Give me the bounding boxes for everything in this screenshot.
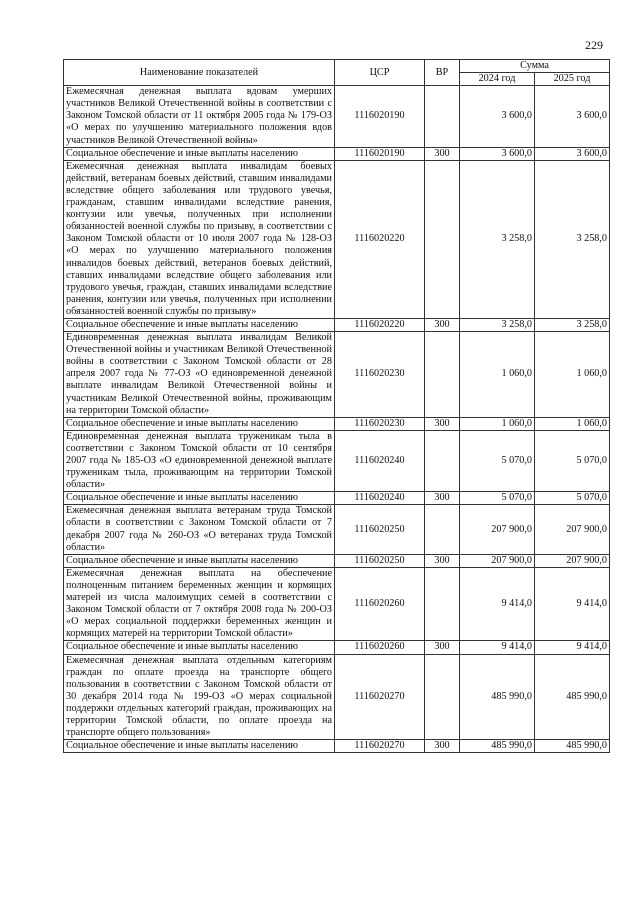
row-2025-cell: 207 900,0 [535,505,610,554]
table-row [64,86,610,147]
row-csr-cell: 1116020190 [335,86,425,147]
row-2024-cell: 3 600,0 [460,147,535,160]
row-2025-cell: 485 990,0 [535,740,610,753]
row-csr-cell: 1116020220 [335,318,425,331]
row-name-cell: Ежемесячная денежная выплата отдельным категориям граждан по оплате проезда на транспорте общего пользования в соответствии с Законом Томской области от 30 декабря 2014 года № 199-ОЗ «О мерах социальной поддержки отдельных категорий граждан, проживающих на территории Томской области, по оплате проезда на транспорте общего пользования» [64,654,335,740]
row-csr-cell: 1116020240 [335,430,425,491]
row-name-cell: Ежемесячная денежная выплата вдовам умерших участников Великой Отечественной войны в соответствии с Законом Томской области от 11 октября 2005 года № 179-ОЗ «О мерах по улучшению материального положения вдов участников Великой Отечественной войны» [64,86,335,147]
row-vr-cell: 300 [425,492,460,505]
table-row [64,160,610,318]
header-year-2024: 2024 год [460,73,535,86]
row-2024-cell: 485 990,0 [460,740,535,753]
row-2024-cell: 1 060,0 [460,417,535,430]
budget-table [63,59,610,753]
row-2025-cell: 3 258,0 [535,318,610,331]
row-2024-cell: 3 258,0 [460,318,535,331]
table-row [64,147,610,160]
table-row [64,740,610,753]
row-vr-cell: 300 [425,147,460,160]
row-vr-cell: 300 [425,417,460,430]
table-row [64,417,610,430]
row-csr-cell: 1116020250 [335,554,425,567]
row-vr-cell: 300 [425,740,460,753]
row-csr-cell: 1116020240 [335,492,425,505]
row-2025-cell: 207 900,0 [535,554,610,567]
row-2024-cell: 207 900,0 [460,505,535,554]
row-name-cell: Социальное обеспечение и иные выплаты населению [64,417,335,430]
row-csr-cell: 1116020250 [335,505,425,554]
row-csr-cell: 1116020270 [335,654,425,740]
row-name-cell: Социальное обеспечение и иные выплаты населению [64,492,335,505]
row-2025-cell: 5 070,0 [535,430,610,491]
row-vr-cell [425,86,460,147]
table-row [64,332,610,418]
row-name-cell: Социальное обеспечение и иные выплаты населению [64,641,335,654]
row-vr-cell [425,332,460,418]
row-vr-cell: 300 [425,554,460,567]
row-vr-cell: 300 [425,318,460,331]
row-2025-cell: 3 600,0 [535,147,610,160]
row-vr-cell [425,160,460,318]
row-name-cell: Социальное обеспечение и иные выплаты населению [64,147,335,160]
row-csr-cell: 1116020190 [335,147,425,160]
row-2024-cell: 207 900,0 [460,554,535,567]
header-csr: ЦСР [335,60,425,86]
header-name: Наименование показателей [64,60,335,86]
row-csr-cell: 1116020230 [335,417,425,430]
table-row [64,492,610,505]
table-row [64,318,610,331]
row-2025-cell: 9 414,0 [535,641,610,654]
table-row [64,505,610,554]
row-name-cell: Ежемесячная денежная выплата ветеранам труда Томской области в соответствии с Законом Томской области от 7 декабря 2007 года № 260-ОЗ «О ветеранах труда Томской области» [64,505,335,554]
table-row [64,567,610,641]
row-name-cell: Единовременная денежная выплата инвалидам Великой Отечественной войны и участникам Великой Отечественной войны в соответствии с Законом Томской области от 28 апреля 2007 года № 77-ОЗ «О единовременной денежной выплате инвалидам Великой Отечественной войны и участникам Великой Отечественной войны, проживающим на территории Томской области» [64,332,335,418]
row-vr-cell [425,567,460,641]
row-2024-cell: 485 990,0 [460,654,535,740]
table-row [64,641,610,654]
row-2024-cell: 5 070,0 [460,492,535,505]
row-vr-cell: 300 [425,641,460,654]
row-2025-cell: 1 060,0 [535,417,610,430]
row-name-cell: Ежемесячная денежная выплата инвалидам боевых действий, ветеранам боевых действий, ставшим инвалидами вследствие общего заболевания или трудового увечья, гражданам, ставшим инвалидами вследствие ранения, контузии или увечья, полученных при исполнении обязанностей военной службы по призыву, в соответствии с Законом Томской области от 10 июля 2007 года № 128-ОЗ «О мерах по улучшению материального положения инвалидов боевых действий, ветеранов боевых действий, ставших инвалидами вследствие общего заболевания или трудового увечья, граждан, ставших инвалидами вследствие ранения, контузии или увечья, полученных при исполнении обязанностей военной службы по призыву» [64,160,335,318]
row-2024-cell: 9 414,0 [460,567,535,641]
row-2024-cell: 9 414,0 [460,641,535,654]
row-name-cell: Единовременная денежная выплата труженикам тыла в соответствии с Законом Томской области от 10 сентября 2007 года № 185-ОЗ «О единовременной денежной выплате труженикам тыла, проживающим на территории Томской области» [64,430,335,491]
row-2024-cell: 1 060,0 [460,332,535,418]
row-2025-cell: 3 600,0 [535,86,610,147]
row-csr-cell: 1116020260 [335,567,425,641]
table-row [64,554,610,567]
row-name-cell: Социальное обеспечение и иные выплаты населению [64,318,335,331]
header-sum: Сумма [460,60,610,73]
row-2025-cell: 1 060,0 [535,332,610,418]
row-csr-cell: 1116020260 [335,641,425,654]
row-name-cell: Социальное обеспечение и иные выплаты населению [64,554,335,567]
row-2025-cell: 5 070,0 [535,492,610,505]
table-header [64,60,610,86]
row-csr-cell: 1116020220 [335,160,425,318]
row-2024-cell: 3 258,0 [460,160,535,318]
row-vr-cell [425,505,460,554]
table-row [64,430,610,491]
row-csr-cell: 1116020270 [335,740,425,753]
row-vr-cell [425,430,460,491]
table-body [64,86,610,753]
row-name-cell: Социальное обеспечение и иные выплаты населению [64,740,335,753]
row-2025-cell: 3 258,0 [535,160,610,318]
header-vr: ВР [425,60,460,86]
page-number: 229 [585,38,603,52]
row-csr-cell: 1116020230 [335,332,425,418]
header-year-2025: 2025 год [535,73,610,86]
row-2024-cell: 5 070,0 [460,430,535,491]
row-vr-cell [425,654,460,740]
row-2025-cell: 9 414,0 [535,567,610,641]
table-row [64,654,610,740]
row-name-cell: Ежемесячная денежная выплата на обеспечение полноценным питанием беременных женщин и кормящих матерей из числа малоимущих семей в соответствии с Законом Томской области от 7 октября 2008 года № 200-ОЗ «О мерах социальной поддержки беременных женщин и кормящих матерей на территории Томской области» [64,567,335,641]
row-2024-cell: 3 600,0 [460,86,535,147]
row-2025-cell: 485 990,0 [535,654,610,740]
